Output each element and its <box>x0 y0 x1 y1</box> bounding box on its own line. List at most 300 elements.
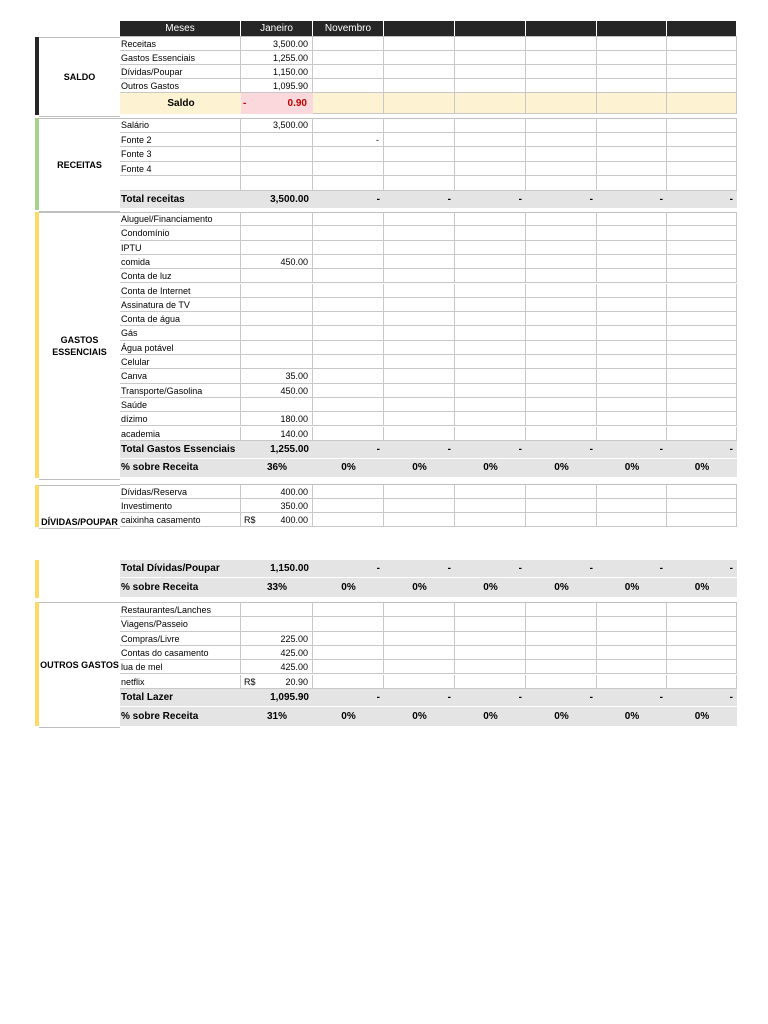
receitas-total-col3[interactable]: - <box>384 191 455 208</box>
receitas-row-0-col3[interactable] <box>384 118 455 133</box>
outros-row-0-col7[interactable] <box>667 603 737 617</box>
gastos-row-5-value[interactable] <box>241 284 313 298</box>
gastos-row-0-col2[interactable] <box>313 212 384 226</box>
gastos-row-14-col3[interactable] <box>384 412 455 426</box>
dividas-row-2-col7[interactable] <box>667 513 737 527</box>
dividas-row-0-value[interactable]: 400.00 <box>241 485 313 499</box>
saldo-row-1-col4[interactable] <box>455 51 526 65</box>
gastos-row-2-value[interactable] <box>241 241 313 255</box>
gastos-row-11-value[interactable]: 35.00 <box>241 369 313 383</box>
gastos-row-10-col4[interactable] <box>455 355 526 369</box>
saldo-row-3-col3[interactable] <box>384 79 455 93</box>
gastos-row-14-col4[interactable] <box>455 412 526 426</box>
outros-row-0-col2[interactable] <box>313 603 384 617</box>
gastos-row-6-col6[interactable] <box>597 298 667 312</box>
dividas-pct-col6[interactable]: 0% <box>597 578 667 597</box>
dividas-row-2-col5[interactable] <box>526 513 597 527</box>
receitas-row-3-col7[interactable] <box>667 162 737 177</box>
outros-pct-col3[interactable]: 0% <box>384 707 455 726</box>
gastos-row-3-col7[interactable] <box>667 255 737 269</box>
gastos-row-2-col5[interactable] <box>526 241 597 255</box>
saldo-row-0-label[interactable]: Receitas <box>120 37 241 51</box>
outros-row-3-col3[interactable] <box>384 646 455 660</box>
receitas-row-4-col2[interactable] <box>313 176 384 191</box>
gastos-row-15-col6[interactable] <box>597 427 667 441</box>
saldo-row-2-col5[interactable] <box>526 65 597 79</box>
gastos-row-12-col6[interactable] <box>597 384 667 398</box>
gastos-row-8-col7[interactable] <box>667 326 737 340</box>
gastos-row-2-col6[interactable] <box>597 241 667 255</box>
gastos-row-13-col7[interactable] <box>667 398 737 412</box>
gastos-row-0-col5[interactable] <box>526 212 597 226</box>
gastos-row-6-col3[interactable] <box>384 298 455 312</box>
outros-total-col6[interactable]: - <box>597 689 667 706</box>
gastos-total-col5[interactable]: - <box>526 441 597 458</box>
gastos-row-11-col6[interactable] <box>597 369 667 383</box>
outros-row-0-value[interactable] <box>241 603 313 617</box>
saldo-row-0-col3[interactable] <box>384 37 455 51</box>
gastos-row-0-value[interactable] <box>241 212 313 226</box>
gastos-pct-col6[interactable]: 0% <box>597 459 667 477</box>
gastos-row-4-col7[interactable] <box>667 269 737 283</box>
outros-row-1-label[interactable]: Viagens/Passeio <box>120 617 241 631</box>
dividas-pct-col5[interactable]: 0% <box>526 578 597 597</box>
receitas-row-2-col4[interactable] <box>455 147 526 162</box>
gastos-row-11-col4[interactable] <box>455 369 526 383</box>
receitas-total-col4[interactable]: - <box>455 191 526 208</box>
receitas-row-0-value[interactable]: 3,500.00 <box>241 118 313 133</box>
gastos-row-5-col7[interactable] <box>667 284 737 298</box>
gastos-row-10-value[interactable] <box>241 355 313 369</box>
gastos-row-13-col6[interactable] <box>597 398 667 412</box>
saldo-row-0-col6[interactable] <box>597 37 667 51</box>
saldo-result-value[interactable] <box>241 93 313 114</box>
receitas-row-2-col2[interactable] <box>313 147 384 162</box>
outros-pct-col6[interactable]: 0% <box>597 707 667 726</box>
receitas-row-1-label[interactable]: Fonte 2 <box>120 133 241 148</box>
outros-row-2-label[interactable]: Compras/Livre <box>120 632 241 646</box>
gastos-row-10-col7[interactable] <box>667 355 737 369</box>
outros-pct-col4[interactable]: 0% <box>455 707 526 726</box>
header-month-3[interactable] <box>384 21 455 36</box>
outros-row-4-col6[interactable] <box>597 660 667 674</box>
gastos-row-2-col4[interactable] <box>455 241 526 255</box>
saldo-result-label[interactable]: Saldo <box>120 93 241 114</box>
outros-row-0-col4[interactable] <box>455 603 526 617</box>
outros-row-2-col5[interactable] <box>526 632 597 646</box>
dividas-pct-col3[interactable]: 0% <box>384 578 455 597</box>
outros-row-5-label[interactable]: netflix <box>120 675 241 689</box>
gastos-pct-col5[interactable]: 0% <box>526 459 597 477</box>
outros-row-4-col7[interactable] <box>667 660 737 674</box>
gastos-row-12-col4[interactable] <box>455 384 526 398</box>
gastos-row-11-col5[interactable] <box>526 369 597 383</box>
receitas-row-1-col2[interactable]: - <box>313 133 384 148</box>
receitas-row-3-col4[interactable] <box>455 162 526 177</box>
gastos-row-10-col5[interactable] <box>526 355 597 369</box>
dividas-row-1-value[interactable]: 350.00 <box>241 499 313 513</box>
outros-pct-col5[interactable]: 0% <box>526 707 597 726</box>
gastos-pct-col3[interactable]: 0% <box>384 459 455 477</box>
dividas-row-0-label[interactable]: Dívidas/Reserva <box>120 485 241 499</box>
receitas-row-2-col5[interactable] <box>526 147 597 162</box>
outros-row-5-col6[interactable] <box>597 675 667 689</box>
saldo-result-col2[interactable] <box>313 93 384 114</box>
gastos-row-0-col6[interactable] <box>597 212 667 226</box>
outros-row-2-col6[interactable] <box>597 632 667 646</box>
saldo-row-3-col6[interactable] <box>597 79 667 93</box>
outros-pct-label[interactable]: % sobre Receita <box>120 707 241 726</box>
saldo-row-1-label[interactable]: Gastos Essenciais <box>120 51 241 65</box>
gastos-row-7-col6[interactable] <box>597 312 667 326</box>
outros-row-1-col4[interactable] <box>455 617 526 631</box>
outros-row-2-col7[interactable] <box>667 632 737 646</box>
gastos-row-6-col5[interactable] <box>526 298 597 312</box>
saldo-row-0-col7[interactable] <box>667 37 737 51</box>
receitas-row-1-value[interactable] <box>241 133 313 148</box>
gastos-row-0-col3[interactable] <box>384 212 455 226</box>
saldo-row-2-col6[interactable] <box>597 65 667 79</box>
dividas-row-1-col3[interactable] <box>384 499 455 513</box>
outros-pct-value[interactable]: 31% <box>241 707 313 726</box>
receitas-row-4-label[interactable] <box>120 176 241 191</box>
outros-row-5-col2[interactable] <box>313 675 384 689</box>
outros-row-4-col4[interactable] <box>455 660 526 674</box>
receitas-row-2-value[interactable] <box>241 147 313 162</box>
saldo-result-col4[interactable] <box>455 93 526 114</box>
outros-row-3-label[interactable]: Contas do casamento <box>120 646 241 660</box>
saldo-row-1-value[interactable]: 1,255.00 <box>241 51 313 65</box>
saldo-row-3-col5[interactable] <box>526 79 597 93</box>
header-month-5[interactable] <box>526 21 597 36</box>
gastos-row-9-col6[interactable] <box>597 341 667 355</box>
receitas-row-4-col6[interactable] <box>597 176 667 191</box>
outros-total-col3[interactable]: - <box>384 689 455 706</box>
header-month-4[interactable] <box>455 21 526 36</box>
gastos-row-8-col5[interactable] <box>526 326 597 340</box>
gastos-row-3-col6[interactable] <box>597 255 667 269</box>
dividas-row-0-col6[interactable] <box>597 485 667 499</box>
gastos-row-10-col2[interactable] <box>313 355 384 369</box>
outros-row-3-col2[interactable] <box>313 646 384 660</box>
gastos-row-6-label[interactable]: Assinatura de TV <box>120 298 241 312</box>
gastos-total-col4[interactable]: - <box>455 441 526 458</box>
saldo-row-1-col3[interactable] <box>384 51 455 65</box>
outros-row-3-col5[interactable] <box>526 646 597 660</box>
receitas-row-2-col3[interactable] <box>384 147 455 162</box>
receitas-row-1-col7[interactable] <box>667 133 737 148</box>
receitas-row-3-value[interactable] <box>241 162 313 177</box>
gastos-row-7-col7[interactable] <box>667 312 737 326</box>
gastos-row-15-col5[interactable] <box>526 427 597 441</box>
gastos-row-14-col7[interactable] <box>667 412 737 426</box>
gastos-row-8-col4[interactable] <box>455 326 526 340</box>
dividas-row-2-value[interactable] <box>241 513 313 527</box>
gastos-row-4-label[interactable]: Conta de luz <box>120 269 241 283</box>
outros-row-3-value[interactable]: 425.00 <box>241 646 313 660</box>
receitas-row-1-col5[interactable] <box>526 133 597 148</box>
dividas-row-2-col4[interactable] <box>455 513 526 527</box>
gastos-row-7-col3[interactable] <box>384 312 455 326</box>
gastos-row-1-col3[interactable] <box>384 226 455 240</box>
outros-row-4-value[interactable]: 425.00 <box>241 660 313 674</box>
receitas-row-0-col6[interactable] <box>597 118 667 133</box>
gastos-row-13-col3[interactable] <box>384 398 455 412</box>
outros-row-2-col3[interactable] <box>384 632 455 646</box>
saldo-result-col5[interactable] <box>526 93 597 114</box>
receitas-row-2-col6[interactable] <box>597 147 667 162</box>
saldo-row-2-col2[interactable] <box>313 65 384 79</box>
dividas-row-1-col7[interactable] <box>667 499 737 513</box>
gastos-row-5-col2[interactable] <box>313 284 384 298</box>
dividas-total-col6[interactable]: - <box>597 560 667 577</box>
gastos-row-6-value[interactable] <box>241 298 313 312</box>
outros-row-5-col3[interactable] <box>384 675 455 689</box>
gastos-row-7-col4[interactable] <box>455 312 526 326</box>
gastos-pct-col7[interactable]: 0% <box>667 459 737 477</box>
receitas-total-col6[interactable]: - <box>597 191 667 208</box>
saldo-row-1-col2[interactable] <box>313 51 384 65</box>
saldo-row-3-label[interactable]: Outros Gastos <box>120 79 241 93</box>
receitas-total-col5[interactable]: - <box>526 191 597 208</box>
receitas-row-3-col5[interactable] <box>526 162 597 177</box>
gastos-row-1-col4[interactable] <box>455 226 526 240</box>
outros-row-5-col5[interactable] <box>526 675 597 689</box>
receitas-row-4-col7[interactable] <box>667 176 737 191</box>
gastos-row-2-label[interactable]: IPTU <box>120 241 241 255</box>
gastos-row-12-label[interactable]: Transporte/Gasolina <box>120 384 241 398</box>
gastos-row-12-value[interactable]: 450.00 <box>241 384 313 398</box>
outros-row-3-col7[interactable] <box>667 646 737 660</box>
gastos-row-4-value[interactable] <box>241 269 313 283</box>
dividas-total-col7[interactable]: - <box>667 560 737 577</box>
outros-row-5-col4[interactable] <box>455 675 526 689</box>
gastos-row-5-label[interactable]: Conta de Internet <box>120 284 241 298</box>
gastos-row-9-label[interactable]: Água potável <box>120 341 241 355</box>
gastos-row-4-col4[interactable] <box>455 269 526 283</box>
dividas-row-1-col2[interactable] <box>313 499 384 513</box>
gastos-row-8-col2[interactable] <box>313 326 384 340</box>
outros-pct-col7[interactable]: 0% <box>667 707 737 726</box>
gastos-row-15-col4[interactable] <box>455 427 526 441</box>
receitas-total-col2[interactable]: - <box>313 191 384 208</box>
gastos-total-value[interactable]: 1,255.00 <box>241 441 313 458</box>
saldo-row-2-col3[interactable] <box>384 65 455 79</box>
gastos-row-4-col6[interactable] <box>597 269 667 283</box>
receitas-row-4-col5[interactable] <box>526 176 597 191</box>
dividas-row-1-col6[interactable] <box>597 499 667 513</box>
gastos-row-0-col4[interactable] <box>455 212 526 226</box>
outros-row-1-col3[interactable] <box>384 617 455 631</box>
gastos-row-3-col4[interactable] <box>455 255 526 269</box>
gastos-row-10-col6[interactable] <box>597 355 667 369</box>
gastos-row-2-col3[interactable] <box>384 241 455 255</box>
dividas-row-2-col2[interactable] <box>313 513 384 527</box>
gastos-row-6-col7[interactable] <box>667 298 737 312</box>
gastos-row-6-col4[interactable] <box>455 298 526 312</box>
gastos-total-col6[interactable]: - <box>597 441 667 458</box>
receitas-row-2-label[interactable]: Fonte 3 <box>120 147 241 162</box>
gastos-row-4-col2[interactable] <box>313 269 384 283</box>
gastos-row-11-col3[interactable] <box>384 369 455 383</box>
saldo-row-2-col7[interactable] <box>667 65 737 79</box>
gastos-row-1-col7[interactable] <box>667 226 737 240</box>
gastos-row-7-label[interactable]: Conta de água <box>120 312 241 326</box>
gastos-row-0-col7[interactable] <box>667 212 737 226</box>
receitas-row-4-col4[interactable] <box>455 176 526 191</box>
gastos-pct-col4[interactable]: 0% <box>455 459 526 477</box>
outros-row-3-col6[interactable] <box>597 646 667 660</box>
outros-row-4-col5[interactable] <box>526 660 597 674</box>
outros-row-0-col5[interactable] <box>526 603 597 617</box>
dividas-total-col5[interactable]: - <box>526 560 597 577</box>
receitas-row-0-label[interactable]: Salário <box>120 118 241 133</box>
receitas-row-3-label[interactable]: Fonte 4 <box>120 162 241 177</box>
gastos-total-col3[interactable]: - <box>384 441 455 458</box>
gastos-row-13-value[interactable] <box>241 398 313 412</box>
dividas-row-0-col2[interactable] <box>313 485 384 499</box>
receitas-total-label[interactable]: Total receitas <box>120 191 241 208</box>
dividas-row-0-col7[interactable] <box>667 485 737 499</box>
gastos-row-15-value[interactable]: 140.00 <box>241 427 313 441</box>
outros-row-2-col2[interactable] <box>313 632 384 646</box>
saldo-row-2-label[interactable]: Dívidas/Poupar <box>120 65 241 79</box>
header-month-1[interactable]: Janeiro <box>241 21 313 36</box>
receitas-row-4-col3[interactable] <box>384 176 455 191</box>
gastos-row-1-value[interactable] <box>241 226 313 240</box>
gastos-row-15-col2[interactable] <box>313 427 384 441</box>
dividas-pct-col2[interactable]: 0% <box>313 578 384 597</box>
gastos-row-8-value[interactable] <box>241 326 313 340</box>
receitas-row-0-col2[interactable] <box>313 118 384 133</box>
gastos-row-7-col5[interactable] <box>526 312 597 326</box>
receitas-row-3-col6[interactable] <box>597 162 667 177</box>
gastos-row-5-col4[interactable] <box>455 284 526 298</box>
saldo-row-2-value[interactable]: 1,150.00 <box>241 65 313 79</box>
gastos-row-9-col7[interactable] <box>667 341 737 355</box>
saldo-row-3-col4[interactable] <box>455 79 526 93</box>
gastos-row-5-col3[interactable] <box>384 284 455 298</box>
dividas-row-1-label[interactable]: Investimento <box>120 499 241 513</box>
dividas-row-2-col6[interactable] <box>597 513 667 527</box>
outros-row-1-col5[interactable] <box>526 617 597 631</box>
outros-pct-col2[interactable]: 0% <box>313 707 384 726</box>
dividas-pct-col4[interactable]: 0% <box>455 578 526 597</box>
dividas-row-1-col5[interactable] <box>526 499 597 513</box>
gastos-pct-label[interactable]: % sobre Receita <box>120 459 241 477</box>
outros-total-label[interactable]: Total Lazer <box>120 689 241 706</box>
gastos-row-7-col2[interactable] <box>313 312 384 326</box>
gastos-total-col7[interactable]: - <box>667 441 737 458</box>
gastos-row-14-label[interactable]: dízimo <box>120 412 241 426</box>
gastos-row-4-col5[interactable] <box>526 269 597 283</box>
saldo-row-3-col2[interactable] <box>313 79 384 93</box>
gastos-row-0-label[interactable]: Aluguel/Financiamento <box>120 212 241 226</box>
gastos-row-5-col6[interactable] <box>597 284 667 298</box>
gastos-row-13-col4[interactable] <box>455 398 526 412</box>
gastos-row-5-col5[interactable] <box>526 284 597 298</box>
saldo-result-col3[interactable] <box>384 93 455 114</box>
saldo-row-3-value[interactable]: 1,095.90 <box>241 79 313 93</box>
dividas-row-0-col3[interactable] <box>384 485 455 499</box>
gastos-row-9-col4[interactable] <box>455 341 526 355</box>
gastos-row-1-col2[interactable] <box>313 226 384 240</box>
receitas-row-0-col7[interactable] <box>667 118 737 133</box>
gastos-row-3-value[interactable]: 450.00 <box>241 255 313 269</box>
gastos-row-14-col2[interactable] <box>313 412 384 426</box>
outros-row-1-col2[interactable] <box>313 617 384 631</box>
gastos-row-8-label[interactable]: Gás <box>120 326 241 340</box>
outros-row-0-col6[interactable] <box>597 603 667 617</box>
receitas-row-3-col3[interactable] <box>384 162 455 177</box>
gastos-row-3-col5[interactable] <box>526 255 597 269</box>
receitas-row-0-col4[interactable] <box>455 118 526 133</box>
saldo-row-2-col4[interactable] <box>455 65 526 79</box>
gastos-row-11-col2[interactable] <box>313 369 384 383</box>
outros-row-4-col2[interactable] <box>313 660 384 674</box>
saldo-row-1-col7[interactable] <box>667 51 737 65</box>
gastos-row-13-col5[interactable] <box>526 398 597 412</box>
outros-row-0-label[interactable]: Restaurantes/Lanches <box>120 603 241 617</box>
dividas-row-0-col4[interactable] <box>455 485 526 499</box>
dividas-pct-col7[interactable]: 0% <box>667 578 737 597</box>
gastos-row-13-col2[interactable] <box>313 398 384 412</box>
gastos-row-2-col7[interactable] <box>667 241 737 255</box>
dividas-row-1-col4[interactable] <box>455 499 526 513</box>
gastos-row-3-col2[interactable] <box>313 255 384 269</box>
gastos-row-11-col7[interactable] <box>667 369 737 383</box>
gastos-row-15-col7[interactable] <box>667 427 737 441</box>
dividas-row-2-col3[interactable] <box>384 513 455 527</box>
gastos-row-10-col3[interactable] <box>384 355 455 369</box>
header-month-6[interactable] <box>597 21 667 36</box>
saldo-result-col7[interactable] <box>667 93 737 114</box>
gastos-row-2-col2[interactable] <box>313 241 384 255</box>
dividas-row-2-label[interactable]: caixinha casamento <box>120 513 241 527</box>
outros-row-4-col3[interactable] <box>384 660 455 674</box>
outros-row-5-col7[interactable] <box>667 675 737 689</box>
outros-row-0-col3[interactable] <box>384 603 455 617</box>
saldo-row-0-value[interactable]: 3,500.00 <box>241 37 313 51</box>
dividas-total-col4[interactable]: - <box>455 560 526 577</box>
saldo-row-0-col2[interactable] <box>313 37 384 51</box>
outros-row-3-col4[interactable] <box>455 646 526 660</box>
gastos-row-15-col3[interactable] <box>384 427 455 441</box>
gastos-row-15-label[interactable]: academia <box>120 427 241 441</box>
outros-row-2-col4[interactable] <box>455 632 526 646</box>
gastos-row-8-col3[interactable] <box>384 326 455 340</box>
dividas-pct-value[interactable]: 33% <box>241 578 313 597</box>
outros-row-5-value[interactable] <box>241 675 313 689</box>
outros-total-col5[interactable]: - <box>526 689 597 706</box>
outros-row-1-col6[interactable] <box>597 617 667 631</box>
saldo-result-col6[interactable] <box>597 93 667 114</box>
gastos-row-4-col3[interactable] <box>384 269 455 283</box>
receitas-row-1-col4[interactable] <box>455 133 526 148</box>
gastos-row-14-col6[interactable] <box>597 412 667 426</box>
outros-row-1-value[interactable] <box>241 617 313 631</box>
outros-total-value[interactable]: 1,095.90 <box>241 689 313 706</box>
saldo-row-0-col5[interactable] <box>526 37 597 51</box>
gastos-row-7-value[interactable] <box>241 312 313 326</box>
receitas-row-4-value[interactable] <box>241 176 313 191</box>
saldo-row-3-col7[interactable] <box>667 79 737 93</box>
dividas-total-col2[interactable]: - <box>313 560 384 577</box>
gastos-pct-value[interactable]: 36% <box>241 459 313 477</box>
gastos-row-10-label[interactable]: Celular <box>120 355 241 369</box>
gastos-total-label[interactable]: Total Gastos Essenciais <box>120 441 241 458</box>
header-meses[interactable]: Meses <box>120 21 241 36</box>
